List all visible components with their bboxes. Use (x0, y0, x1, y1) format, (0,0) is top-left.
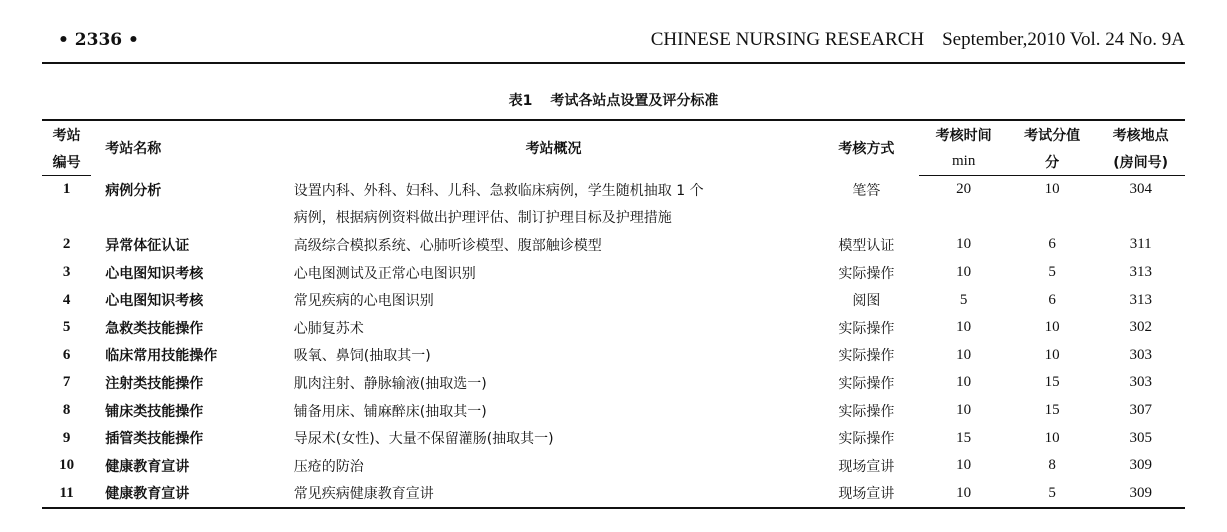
cell-time: 15 (956, 429, 972, 446)
cell-desc: 导尿术(女性)、大量不保留灌肠(抽取其一) (293, 431, 554, 448)
cell-method: 现场宣讲 (813, 480, 919, 509)
cell-score: 5 (1008, 480, 1096, 509)
cell-time: 5 (959, 291, 968, 308)
station-table (42, 119, 1185, 509)
cell-score: 10 (1044, 181, 1060, 198)
table-body (42, 176, 1185, 509)
cell-score: 10 (1044, 319, 1060, 336)
cell-desc: 心肺复苏术 (293, 320, 364, 337)
cell-desc: 高级综合模拟系统、心肺听诊模型、腹部触诊模型 (293, 237, 602, 254)
cell-no: 4 (62, 291, 71, 308)
cell-room: 307 (1129, 402, 1152, 419)
cell-name: 健康教育宣讲 (105, 458, 190, 475)
header-room-line1: 考核地点 (1096, 120, 1185, 148)
cell-time: 10 (956, 402, 972, 419)
cell-name: 铺床类技能操作 (105, 403, 204, 420)
table-row (42, 231, 1185, 259)
table-row-continuation (42, 204, 1185, 232)
header-name: 考站名称 (91, 120, 280, 176)
issue-info: September,2010 Vol. 24 No. 9A (942, 29, 1185, 50)
cell-score: 10 (1044, 346, 1060, 363)
table-row (42, 259, 1185, 287)
cell-time: 10 (956, 457, 972, 474)
cell-desc: 设置内科、外科、妇科、儿科、急救临床病例，学生随机抽取 1 个 (293, 182, 704, 199)
cell-room: 303 (1129, 346, 1152, 363)
header-room-line2: (房间号) (1096, 148, 1185, 176)
cell-desc: 肌肉注射、静脉输液(抽取选一) (293, 375, 487, 392)
header-row-1 (42, 120, 1185, 148)
cell-no: 2 (62, 236, 71, 253)
cell-method: 实际操作 (838, 265, 895, 282)
cell-room: 309 (1129, 457, 1152, 474)
table-row (42, 314, 1185, 342)
cell-no: 5 (62, 319, 71, 336)
cell-score: 8 (1048, 457, 1056, 474)
journal-title: CHINESE NURSING RESEARCH (650, 29, 925, 50)
cell-score: 15 (1044, 402, 1060, 419)
cell-no: 9 (62, 429, 71, 446)
cell-score: 5 (1048, 264, 1056, 281)
cell-name: 病例分析 (105, 182, 162, 199)
cell-score: 6 (1048, 236, 1056, 253)
cell-name: 注射类技能操作 (105, 375, 204, 392)
cell-time: 10 (956, 319, 972, 336)
cell-room: 313 (1129, 264, 1152, 281)
cell-desc: 铺备用床、铺麻醉床(抽取其一) (293, 403, 487, 420)
header-score-line1: 考试分值 (1008, 120, 1096, 148)
cell-room: 302 (1129, 319, 1152, 336)
header-time-line2: min (919, 148, 1008, 176)
cell-desc: 常见疾病健康教育宣讲 (280, 480, 814, 509)
table-row (42, 480, 1185, 509)
table-head (42, 120, 1185, 176)
cell-no: 7 (62, 374, 71, 391)
cell-method: 实际操作 (838, 320, 895, 337)
cell-no: 6 (62, 346, 71, 363)
header-desc: 考站概况 (280, 120, 814, 176)
header-method: 考核方式 (813, 120, 919, 176)
table-number: 表1 (508, 93, 533, 109)
cell-no: 1 (62, 181, 71, 198)
table-row (42, 176, 1185, 204)
header-no-line2: 编号 (42, 148, 91, 176)
cell-desc-continued: 病例，根据病例资料做出护理评估、制订护理目标及护理措施 (293, 210, 672, 227)
cell-room: 311 (1129, 236, 1152, 253)
cell-method: 模型认证 (838, 237, 895, 254)
table-row (42, 369, 1185, 397)
cell-no: 3 (62, 264, 71, 281)
cell-desc: 常见疾病的心电图识别 (293, 293, 434, 310)
table-row (42, 424, 1185, 452)
cell-name: 急救类技能操作 (105, 320, 204, 337)
table-row (42, 342, 1185, 370)
cell-method: 笔答 (852, 182, 881, 199)
cell-name: 健康教育宣讲 (91, 480, 280, 509)
table-title: 考试各站点设置及评分标准 (550, 93, 719, 109)
cell-score: 6 (1048, 291, 1056, 308)
cell-time: 10 (956, 236, 972, 253)
cell-no: 10 (59, 457, 75, 474)
cell-time: 10 (956, 374, 972, 391)
cell-room: 303 (1129, 374, 1152, 391)
cell-room: 304 (1129, 181, 1152, 198)
page-number: • 2336 • (58, 30, 139, 50)
cell-time: 10 (956, 346, 972, 363)
cell-desc: 压疮的防治 (293, 458, 364, 475)
cell-no: 11 (42, 480, 91, 509)
cell-time: 10 (956, 264, 972, 281)
cell-name: 心电图知识考核 (105, 293, 204, 310)
cell-score: 15 (1044, 374, 1060, 391)
header-no-line1: 考站 (42, 120, 91, 148)
cell-no: 8 (62, 402, 71, 419)
table-row (42, 397, 1185, 425)
table-row (42, 286, 1185, 314)
cell-name: 插管类技能操作 (105, 431, 204, 448)
cell-method: 现场宣讲 (838, 458, 895, 475)
cell-room: 313 (1129, 291, 1152, 308)
cell-time: 20 (956, 181, 972, 198)
cell-method: 实际操作 (838, 431, 895, 448)
cell-method: 阅图 (852, 293, 881, 310)
cell-desc: 吸氧、鼻饲(抽取其一) (293, 348, 431, 365)
cell-name: 临床常用技能操作 (105, 348, 218, 365)
cell-name: 异常体征认证 (105, 237, 190, 254)
cell-name: 心电图知识考核 (105, 265, 204, 282)
header-score-line2: 分 (1008, 148, 1096, 176)
cell-room: 309 (1096, 480, 1185, 509)
cell-room: 305 (1129, 429, 1152, 446)
cell-method: 实际操作 (838, 348, 895, 365)
header-time-line1: 考核时间 (919, 120, 1008, 148)
cell-method: 实际操作 (838, 375, 895, 392)
running-head (651, 28, 1185, 51)
table-row (42, 452, 1185, 480)
cell-method: 实际操作 (838, 403, 895, 420)
header-rule (42, 62, 1185, 64)
cell-desc: 心电图测试及正常心电图识别 (293, 265, 476, 282)
cell-score: 10 (1044, 429, 1060, 446)
table-caption (0, 90, 1227, 110)
cell-time: 10 (919, 480, 1008, 509)
